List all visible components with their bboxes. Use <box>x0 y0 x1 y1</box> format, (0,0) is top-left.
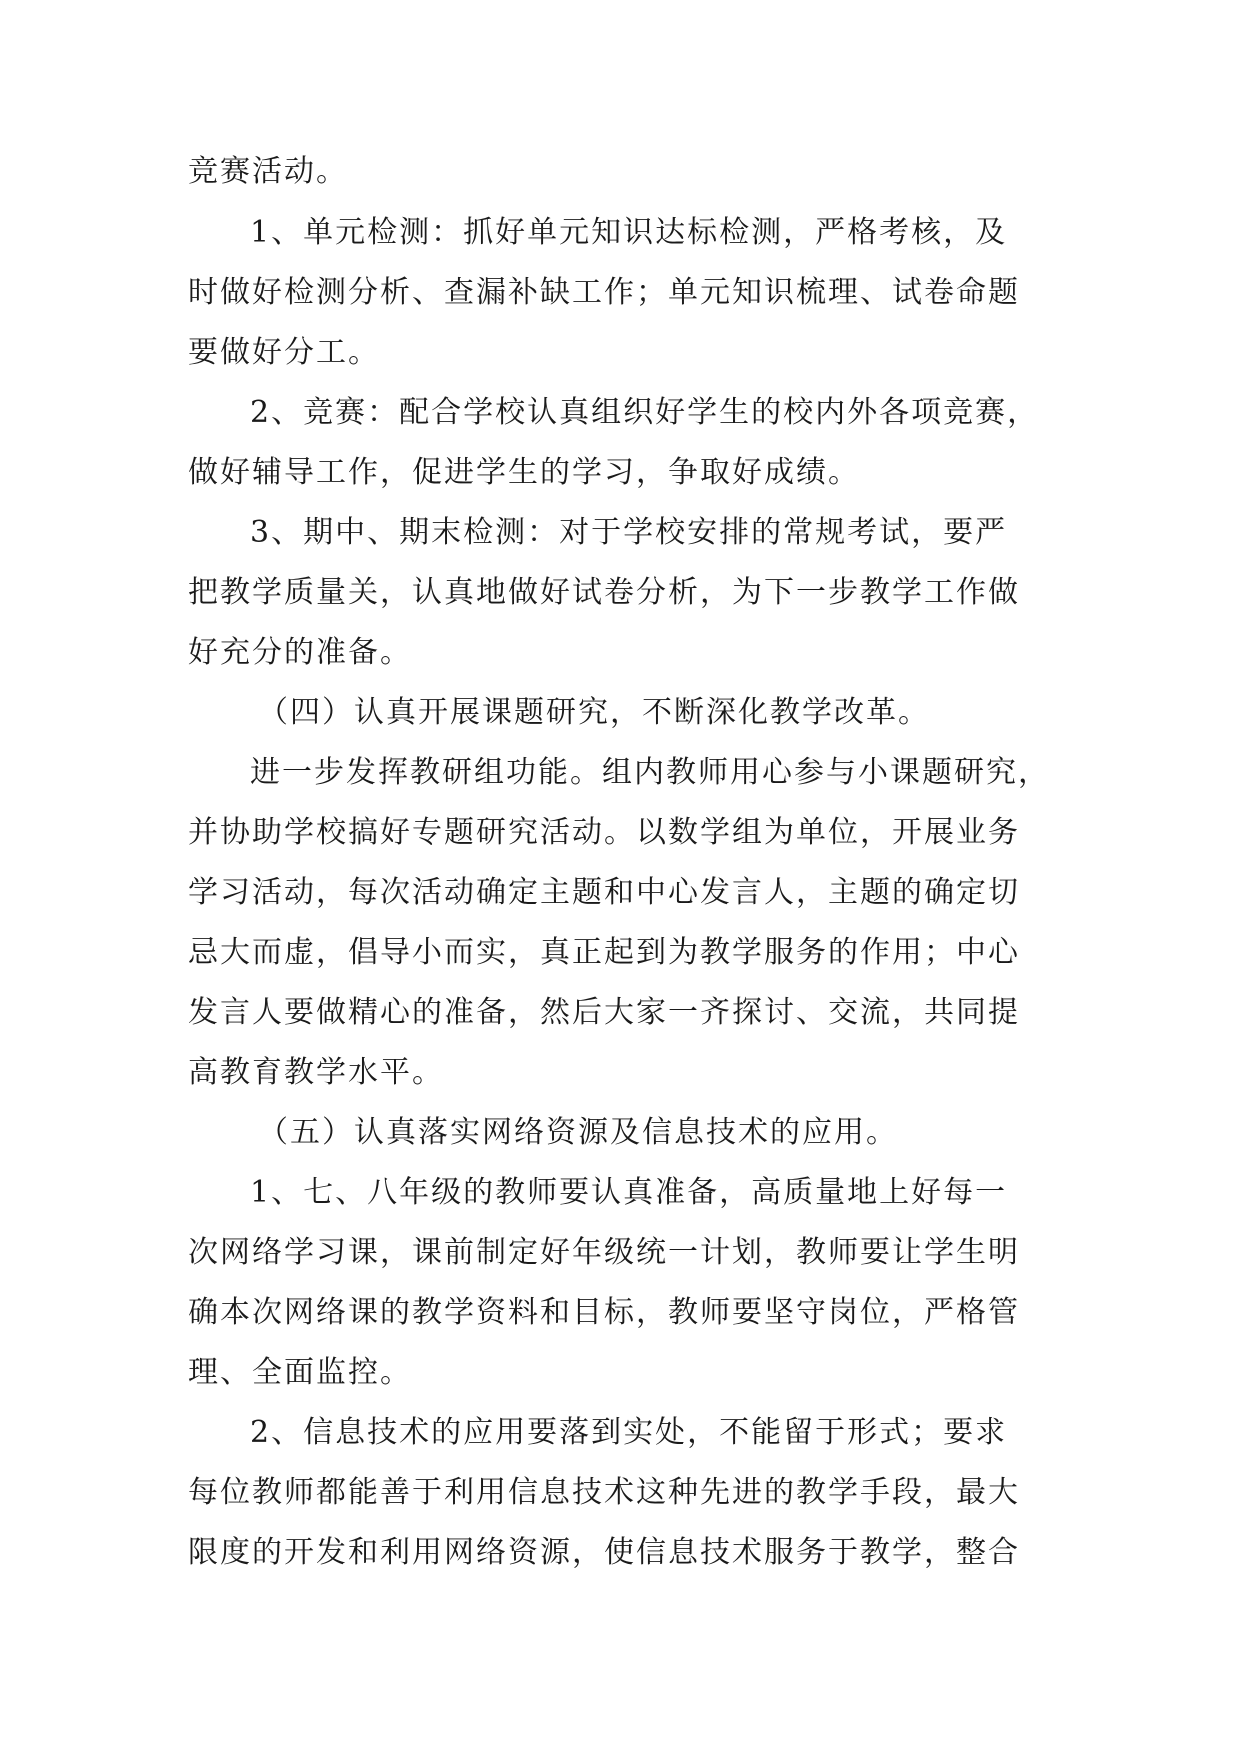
section-heading: （五）认真落实网络资源及信息技术的应用。 <box>258 1115 898 1150</box>
text-line: 进一步发挥教研组功能。组内教师用心参与小课题研究， <box>250 755 1050 790</box>
text-line: 1、七、八年级的教师要认真准备，高质量地上好每一 <box>250 1175 1008 1210</box>
text-line: 3、期中、期末检测：对于学校安排的常规考试，要严 <box>250 515 1008 550</box>
text-line: 学习活动，每次活动确定主题和中心发言人，主题的确定切 <box>188 875 1020 910</box>
text-line: 把教学质量关，认真地做好试卷分析，为下一步教学工作做 <box>188 575 1020 610</box>
text-line: 每位教师都能善于利用信息技术这种先进的教学手段，最大 <box>188 1475 1020 1510</box>
text-line: 2、信息技术的应用要落到实处，不能留于形式；要求 <box>250 1415 1008 1450</box>
text-line: 理、全面监控。 <box>188 1355 412 1390</box>
text-line: 限度的开发和利用网络资源，使信息技术服务于教学，整合 <box>188 1535 1020 1570</box>
text-line: 要做好分工。 <box>188 335 380 370</box>
text-line: 忌大而虚，倡导小而实，真正起到为教学服务的作用；中心 <box>188 935 1020 970</box>
text-line: 发言人要做精心的准备，然后大家一齐探讨、交流，共同提 <box>188 995 1020 1030</box>
text-line: 好充分的准备。 <box>188 635 412 670</box>
text-line: 竞赛活动。 <box>188 154 348 189</box>
text-line: 做好辅导工作，促进学生的学习，争取好成绩。 <box>188 455 860 490</box>
text-line: 1、单元检测：抓好单元知识达标检测，严格考核，及 <box>250 215 1008 250</box>
text-line: 2、竞赛：配合学校认真组织好学生的校内外各项竞赛， <box>250 395 1040 430</box>
text-line: 并协助学校搞好专题研究活动。以数学组为单位，开展业务 <box>188 815 1020 850</box>
section-heading: （四）认真开展课题研究，不断深化教学改革。 <box>258 695 930 730</box>
text-line: 高教育教学水平。 <box>188 1055 444 1090</box>
text-line: 确本次网络课的教学资料和目标，教师要坚守岗位，严格管 <box>188 1295 1020 1330</box>
text-line: 次网络学习课，课前制定好年级统一计划，教师要让学生明 <box>188 1235 1020 1270</box>
text-line: 时做好检测分析、查漏补缺工作；单元知识梳理、试卷命题 <box>188 275 1020 310</box>
